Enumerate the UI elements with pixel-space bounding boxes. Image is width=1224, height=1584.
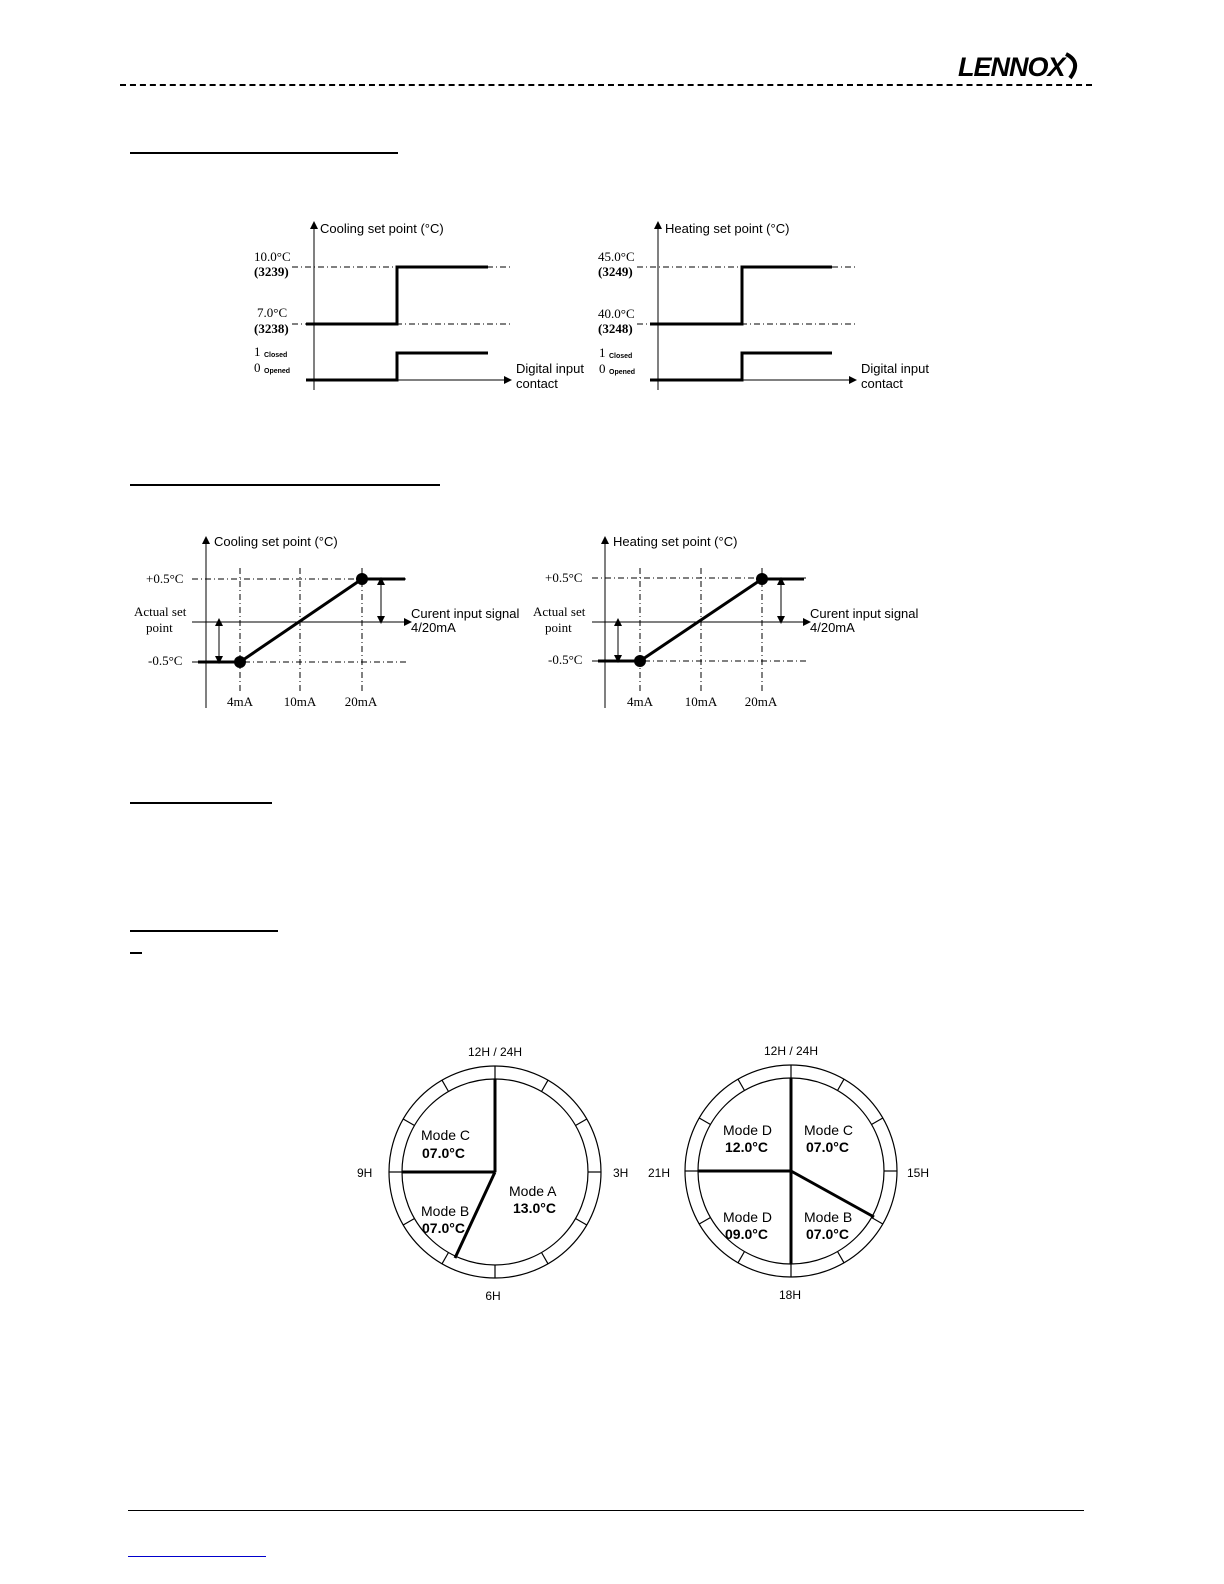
state-0: 0 xyxy=(599,361,606,376)
actual-setpoint-line2: point xyxy=(545,620,572,635)
mode-c-temp: 07.0°C xyxy=(422,1145,465,1161)
axis-title: Cooling set point (°C) xyxy=(214,534,338,549)
label-top: 12H / 24H xyxy=(467,1045,523,1059)
label-right: 15H xyxy=(907,1166,930,1180)
mode-c-temp: 07.0°C xyxy=(806,1139,849,1155)
tick-label-10ma: 10mA xyxy=(684,694,718,709)
label-left: 9H xyxy=(357,1166,373,1180)
heating-analog-setpoint-diagram xyxy=(530,528,930,714)
upper-label: +0.5°C xyxy=(146,571,184,586)
cooling-analog-setpoint-diagram xyxy=(130,528,530,714)
mode-d-upper-name: Mode D xyxy=(723,1122,773,1138)
footer-link-underline[interactable] xyxy=(128,1556,266,1557)
axis-title: Cooling set point (°C) xyxy=(320,221,444,236)
actual-setpoint-line1: Actual set xyxy=(134,604,187,619)
label-right: 3H xyxy=(613,1166,629,1180)
label-bottom: 18H xyxy=(778,1288,802,1302)
logo-text: LENNOX xyxy=(958,52,1065,82)
low-param: (3238) xyxy=(254,321,289,336)
mode-a-temp: 13.0°C xyxy=(513,1200,556,1216)
high-value: 45.0°C xyxy=(598,249,635,264)
mode-b-name: Mode B xyxy=(804,1209,853,1225)
x-label-line2: 4/20mA xyxy=(810,620,855,635)
mode-b-name: Mode B xyxy=(421,1203,470,1219)
header-rule xyxy=(120,84,1092,86)
x-label-line1: Digital input xyxy=(861,361,929,376)
setpoint-step xyxy=(650,267,832,324)
section-underline-third xyxy=(130,802,272,804)
tick-label-20ma: 20mA xyxy=(344,694,378,709)
mode-d-upper-temp: 12.0°C xyxy=(725,1139,768,1155)
heating-digital-setpoint-diagram xyxy=(585,215,945,400)
low-value: 40.0°C xyxy=(598,306,635,321)
x-label-line1: Curent input signal xyxy=(411,606,520,621)
state-0: 0 xyxy=(254,360,261,375)
label-bottom: 6H xyxy=(485,1289,501,1303)
state-0-label: Opened xyxy=(609,369,636,376)
actual-setpoint-line2: point xyxy=(146,620,173,635)
section-underline-digital-setpoint xyxy=(130,152,398,154)
point-4ma xyxy=(634,655,646,667)
clock-diagram-24h xyxy=(640,1038,940,1308)
state-1: 1 xyxy=(599,345,606,360)
x-label-line1: Digital input xyxy=(516,361,584,376)
point-4ma xyxy=(234,656,246,668)
tick-label-4ma: 4mA xyxy=(627,694,653,709)
footer-rule xyxy=(128,1510,1084,1511)
tick-label-10ma: 10mA xyxy=(283,694,317,709)
lower-label: -0.5°C xyxy=(148,653,183,668)
setpoint-ramp xyxy=(198,579,405,662)
mode-b-temp: 07.0°C xyxy=(422,1220,465,1236)
x-label-line2: contact xyxy=(516,376,558,391)
section-underline-analog-setpoint xyxy=(130,484,440,486)
tick-label-20ma: 20mA xyxy=(744,694,778,709)
clock-diagram-12h xyxy=(345,1038,645,1308)
state-1: 1 xyxy=(254,344,261,359)
mode-d-lower-name: Mode D xyxy=(723,1209,773,1225)
mode-b-temp: 07.0°C xyxy=(806,1226,849,1242)
high-value: 10.0°C xyxy=(254,249,291,264)
lower-label: -0.5°C xyxy=(548,652,583,667)
section-underline-fourth xyxy=(130,930,278,932)
mode-c-name: Mode C xyxy=(421,1127,471,1143)
high-param: (3239) xyxy=(254,264,289,279)
state-1-label: Closed xyxy=(609,353,633,360)
contact-step xyxy=(650,353,832,380)
mode-c-name: Mode C xyxy=(804,1122,854,1138)
cooling-digital-setpoint-diagram xyxy=(240,215,584,400)
mode-a-name: Mode A xyxy=(509,1183,557,1199)
low-param: (3248) xyxy=(598,321,633,336)
point-20ma xyxy=(356,573,368,585)
axis-title: Heating set point (°C) xyxy=(665,221,790,236)
point-20ma xyxy=(756,573,768,585)
x-label-line1: Curent input signal xyxy=(810,606,919,621)
lennox-logo xyxy=(952,46,1084,86)
logo-swoosh xyxy=(1066,54,1075,78)
state-1-label: Closed xyxy=(264,352,288,359)
contact-step xyxy=(306,353,488,380)
state-0-label: Opened xyxy=(264,368,291,375)
mode-d-lower-temp: 09.0°C xyxy=(725,1226,768,1242)
dash-mark xyxy=(130,952,142,954)
tick-label-4ma: 4mA xyxy=(227,694,253,709)
x-label-line2: contact xyxy=(861,376,903,391)
actual-setpoint-line1: Actual set xyxy=(533,604,586,619)
label-top: 12H / 24H xyxy=(763,1044,819,1058)
label-left: 21H xyxy=(648,1166,671,1180)
upper-label: +0.5°C xyxy=(545,570,583,585)
low-value: 7.0°C xyxy=(257,305,288,320)
x-label-line2: 4/20mA xyxy=(411,620,456,635)
setpoint-step xyxy=(306,267,488,324)
high-param: (3249) xyxy=(598,264,633,279)
axis-title: Heating set point (°C) xyxy=(613,534,738,549)
